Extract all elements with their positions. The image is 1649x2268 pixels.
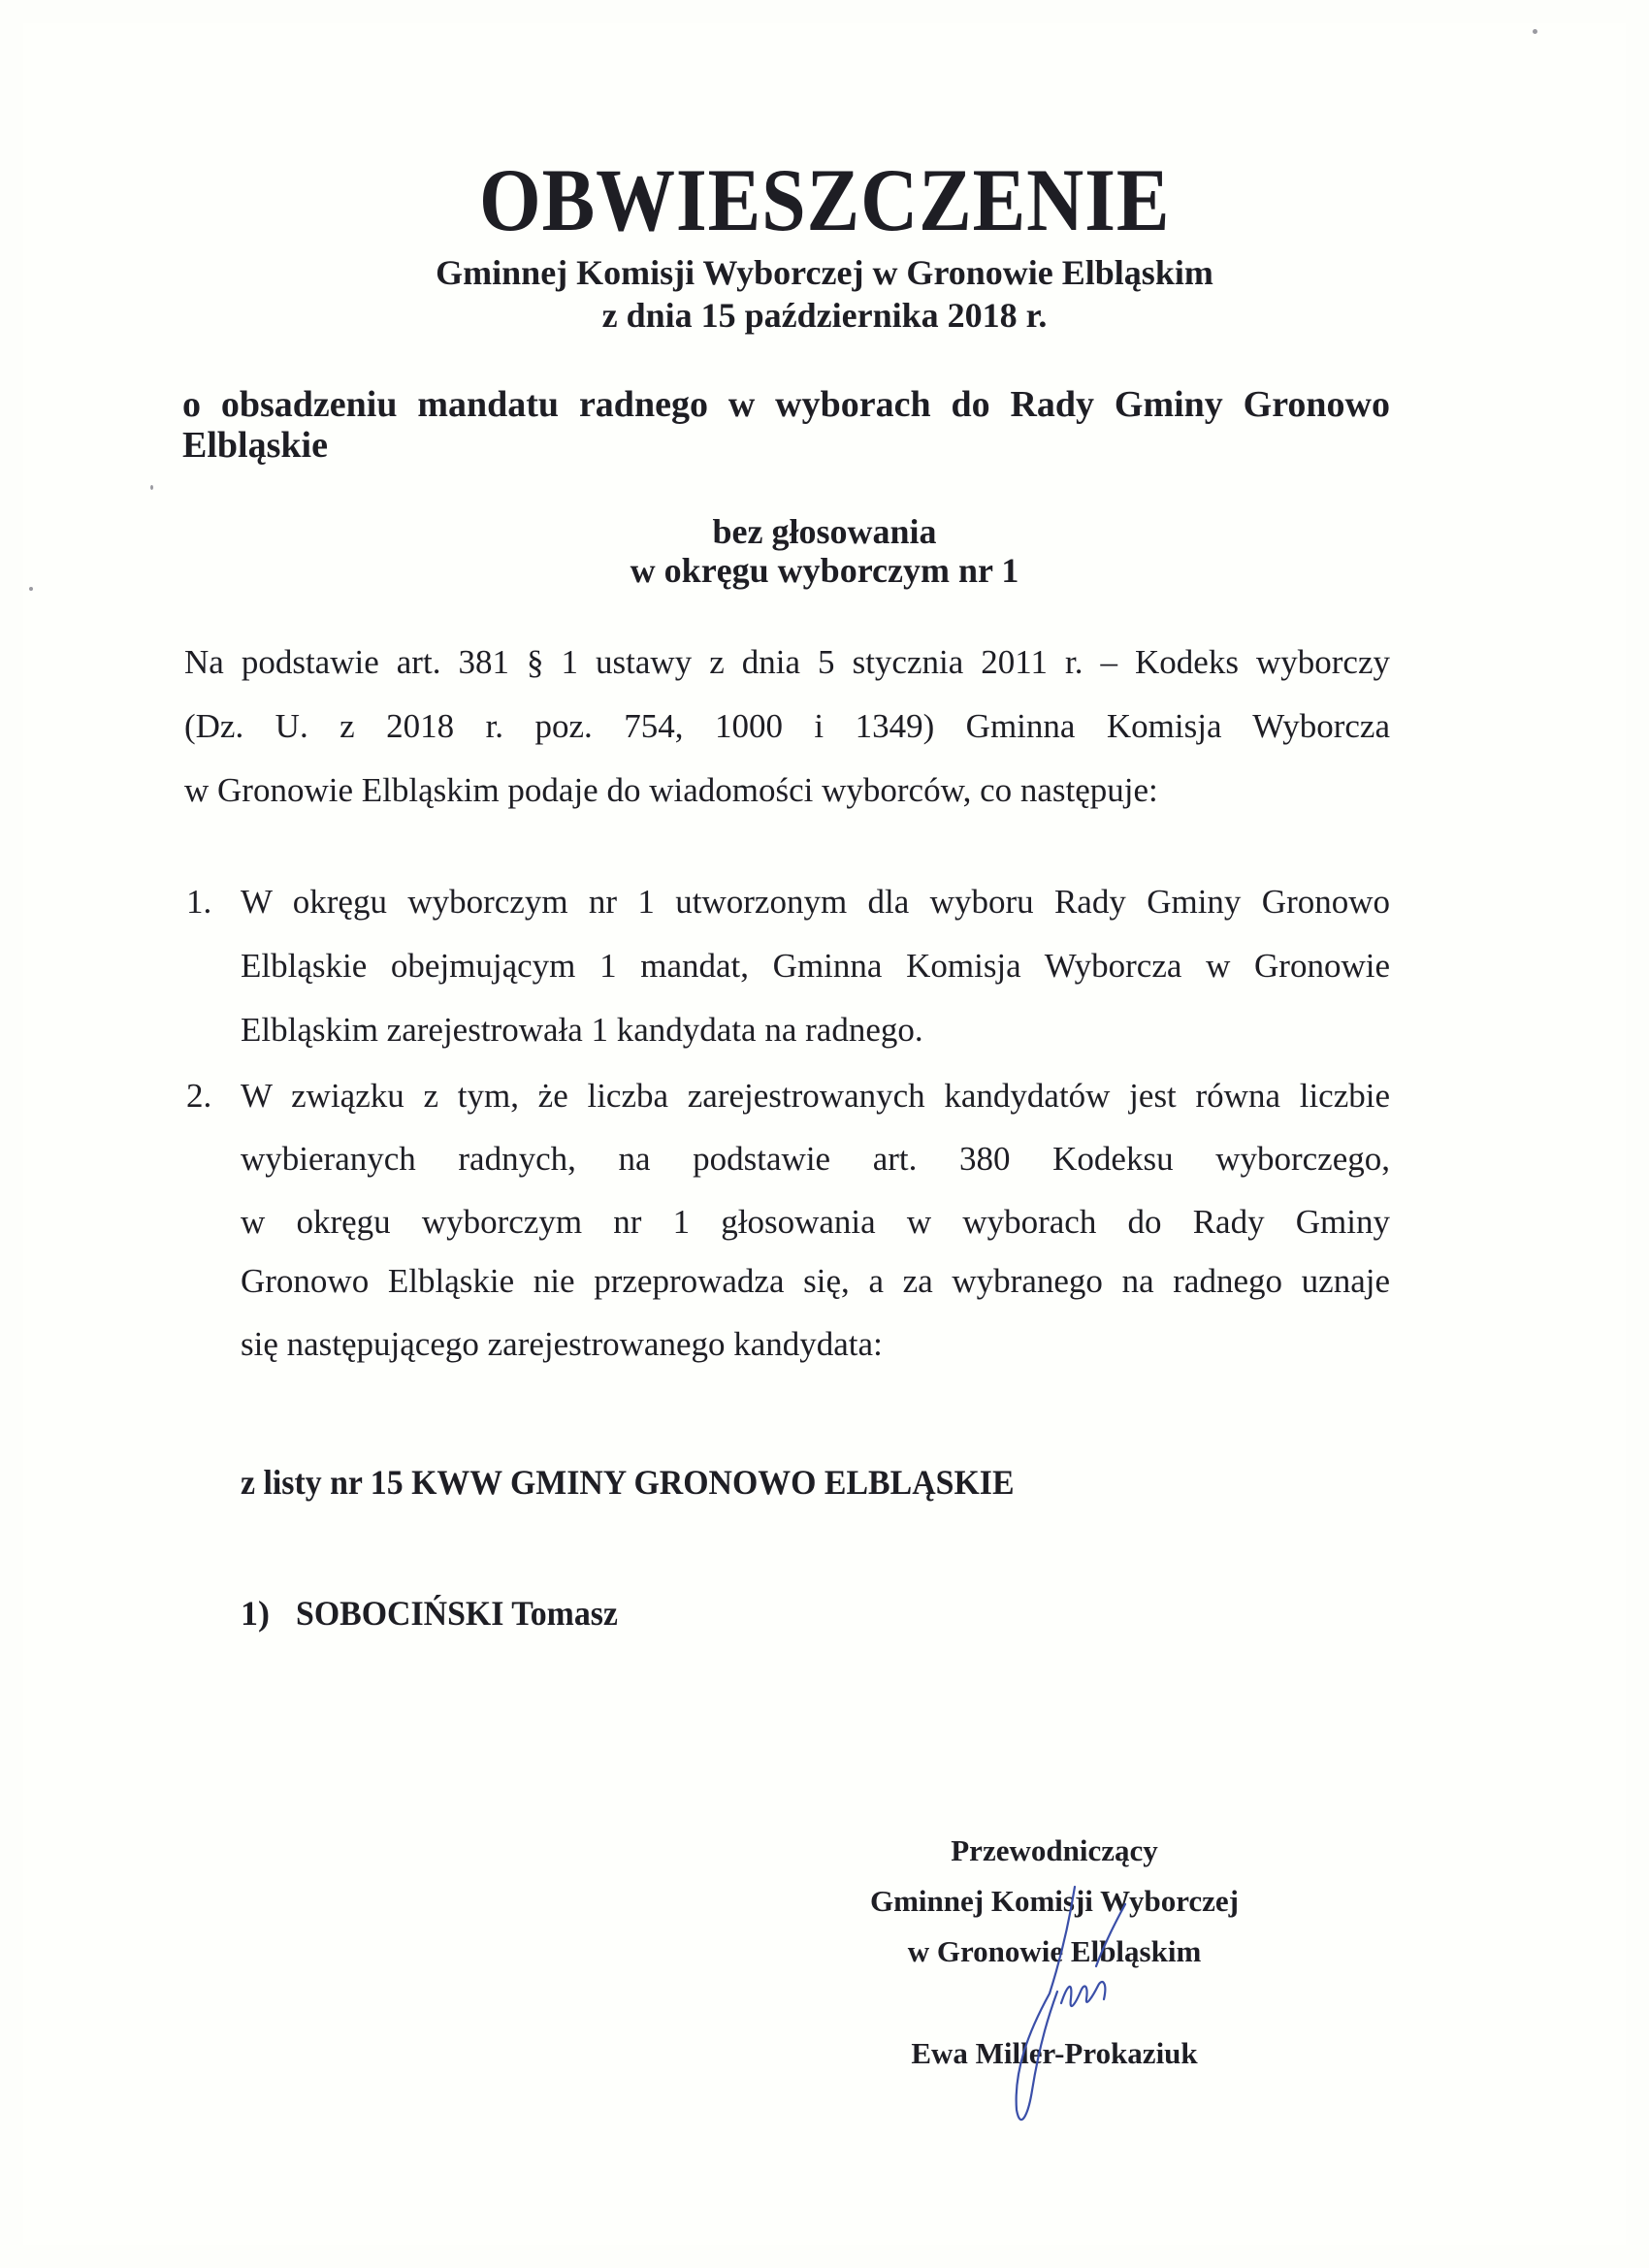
- list-item-number: 1.: [186, 883, 212, 921]
- subject-line-1: o obsadzeniu mandatu radnego w wyborach do Rady Gminy Gronowo: [182, 384, 1390, 425]
- scan-speck: [150, 485, 153, 490]
- list-item-line: Elbląskim zarejestrowała 1 kandydata na radnego.: [241, 1011, 923, 1049]
- list-item-line: Gronowo Elbląskie nie przeprowadza się, a za wybranego na radnego uznaje: [241, 1262, 1390, 1300]
- handwritten-signature: [989, 1877, 1164, 2129]
- intro-line: Na podstawie art. 381 § 1 ustawy z dnia 5 stycznia 2011 r. – Kodeks wyborczy: [184, 643, 1390, 681]
- list-item-line: się następującego zarejestrowanego kandydata:: [241, 1325, 883, 1363]
- candidate-name: SOBOCIŃSKI Tomasz: [296, 1594, 618, 1633]
- document-page: [23, 23, 1626, 2245]
- signatory-role: Przewodniczący: [951, 1833, 1158, 1867]
- list-item-line: W związku z tym, że liczba zarejestrowanych kandydatów jest równa liczbie: [241, 1077, 1390, 1115]
- electoral-list-heading: z listy nr 15 KWW GMINY GRONOWO ELBLĄSKIE: [241, 1463, 1015, 1502]
- intro-line: w Gronowie Elbląskim podaje do wiadomości wyborców, co następuje:: [184, 771, 1158, 809]
- list-item-line: wybieranych radnych, na podstawie art. 380 Kodeksu wyborczego,: [241, 1140, 1390, 1178]
- mode-line-1: bez głosowania: [712, 512, 937, 551]
- signatory-body-line-1: Gminnej Komisji Wyborczej: [870, 1884, 1239, 1918]
- mode-line-2: w okręgu wyborczym nr 1: [630, 551, 1019, 590]
- intro-line: (Dz. U. z 2018 r. poz. 754, 1000 i 1349) Gminna Komisja Wyborcza: [184, 707, 1390, 745]
- list-item-line: Elbląskie obejmującym 1 mandat, Gminna Komisja Wyborcza w Gronowie: [241, 947, 1390, 985]
- document-title: [0, 150, 1649, 249]
- candidate-number: 1): [241, 1594, 270, 1633]
- list-item-line: W okręgu wyborczym nr 1 utworzonym dla wyboru Rady Gminy Gronowo: [241, 883, 1390, 921]
- scan-speck: [1533, 29, 1537, 34]
- subject-line-2: Elbląskie: [182, 425, 328, 466]
- list-item-number: 2.: [186, 1077, 212, 1115]
- signatory-name: Ewa Miller-Prokaziuk: [911, 2036, 1198, 2070]
- list-item-line: w okręgu wyborczym nr 1 głosowania w wyborach do Rady Gminy: [241, 1203, 1390, 1241]
- signatory-body-line-2: w Gronowie Elbląskim: [907, 1934, 1202, 1968]
- document-title-text: OBWIESZCZENIE: [478, 150, 1171, 249]
- date-line: z dnia 15 października 2018 r.: [601, 296, 1048, 335]
- issuer-line: Gminnej Komisji Wyborczej w Gronowie Elbląskim: [436, 253, 1213, 292]
